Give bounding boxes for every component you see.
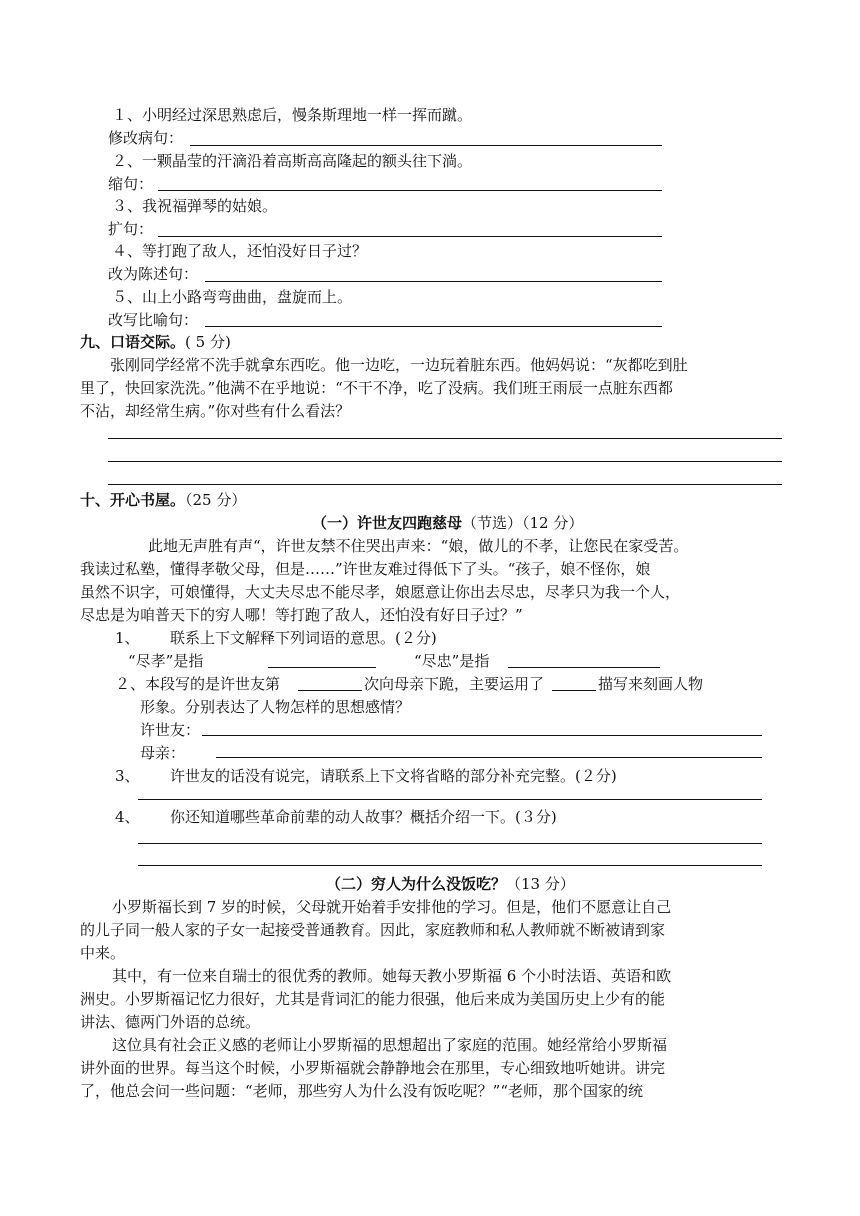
passage-1-line-1: 此地无声胜有声“，许世友禁不住哭出声来：“娘，做儿的不孝，让您民在家受苦。 xyxy=(148,537,689,555)
item-2-question: ２、一颗晶莹的汗滴沿着高斯高高隆起的额头往下淌。 xyxy=(112,152,473,170)
question-2-part-c: 描写来刻画人物 xyxy=(598,675,704,693)
section-9-line-3: 不沾，却经常生病。”你对些有什么看法？ xyxy=(80,402,351,420)
question-4-answer-line-1[interactable] xyxy=(138,843,762,844)
section-9-answer-line-1[interactable] xyxy=(108,438,782,439)
question-2-line-2: 形象。分别表达了人物怎样的思想感情？ xyxy=(140,698,411,716)
section-9-answer-line-3[interactable] xyxy=(108,484,782,485)
passage-2-line-6: 讲法、德两门外语的总统。 xyxy=(80,1013,261,1031)
item-4-answer-line[interactable] xyxy=(205,281,662,282)
passage-2-note: （13 分） xyxy=(506,875,575,893)
question-2-blank-1[interactable] xyxy=(298,690,362,691)
passage-1-line-4: 尽忠是为咱普天下的穷人哪！等打跑了敌人，还怕没有好日子过？” xyxy=(80,606,523,624)
passage-2-line-9: 了，他总会问一些问题：“老师，那些穷人为什么没有饭吃呢？”“老师，那个国家的统 xyxy=(80,1082,644,1100)
question-1-a-blank[interactable] xyxy=(268,667,376,668)
question-4-number: 4、 xyxy=(115,808,140,826)
question-2-part-a: ２、本段写的是许世友第 xyxy=(115,675,281,693)
item-3-answer-line[interactable] xyxy=(158,236,662,237)
item-5-answer-line[interactable] xyxy=(205,326,662,327)
question-1-a-label: “尽孝”是指 xyxy=(128,652,204,670)
passage-1-heading xyxy=(312,512,583,534)
item-3-label: 扩句： xyxy=(108,220,154,238)
item-2-answer-line[interactable] xyxy=(158,190,662,191)
section-10-score: （25 分） xyxy=(185,491,247,509)
passage-2-line-1: 小罗斯福长到 7 岁的时候，父母就开始着手安排他的学习。但是，他们不愿意让自己 xyxy=(112,898,672,916)
passage-2-line-3: 中来。 xyxy=(80,944,126,962)
section-9-title: 九、口语交际。 xyxy=(80,333,186,351)
question-2-xsy-label: 许世友： xyxy=(140,721,201,739)
passage-2-line-7: 这位具有社会正义感的老师让小罗斯福的思想超出了家庭的范围。她经常给小罗斯福 xyxy=(112,1036,668,1054)
question-3-text: 许世友的话没有说完，请联系上下文将省略的部分补充完整。(２分) xyxy=(170,767,617,785)
question-3-answer-line[interactable] xyxy=(138,799,762,800)
section-9-heading xyxy=(80,331,231,353)
section-9-score: ( 5 分) xyxy=(185,333,231,351)
passage-2-line-8: 讲外面的世界。每当这个时候，小罗斯福就会静静地会在那里，专心细致地听她讲。讲完 xyxy=(80,1059,666,1077)
passage-2-line-5: 洲史。小罗斯福记忆力很好，尤其是背词汇的能力很强，他后来成为美国历史上少有的能 xyxy=(80,990,666,1008)
section-10-heading xyxy=(80,489,246,511)
passage-2-line-2: 的儿子同一般人家的子女一起接受普通教育。因此，家庭教师和私人教师就不断被请到家 xyxy=(80,921,666,939)
item-5-question: ５、山上小路弯弯曲曲，盘旋而上。 xyxy=(112,288,353,306)
item-2-label: 缩句： xyxy=(108,175,154,193)
question-2-xsy-line[interactable] xyxy=(202,735,762,736)
passage-1-line-3: 虽然不识字，可娘懂得，大丈夫尽忠不能尽孝，娘愿意让你出去尽忠，尽孝只为我一个人， xyxy=(80,583,681,601)
passage-2-title: （二）穷人为什么没饭吃？ xyxy=(326,875,507,893)
question-2-mq-line[interactable] xyxy=(216,757,762,758)
item-4-label: 改为陈述句： xyxy=(108,265,199,283)
item-1-label: 修改病句： xyxy=(108,129,184,147)
item-3-question: ３、我祝福弹琴的姑娘。 xyxy=(112,197,278,215)
section-9-answer-line-2[interactable] xyxy=(108,461,782,462)
question-2-blank-2[interactable] xyxy=(552,690,596,691)
question-4-answer-line-2[interactable] xyxy=(138,865,762,866)
passage-1-line-2: 我读过私塾，懂得孝敬父母，但是……”许世友难过得低下了头。“孩子，娘不怪你，娘 xyxy=(80,560,651,578)
question-1-text: 联系上下文解释下列词语的意思。(２分) xyxy=(170,629,437,647)
item-4-question: ４、等打跑了敌人，还怕没好日子过？ xyxy=(112,242,368,260)
section-9-line-2: 里了，快回家洗洗。”他满不在乎地说：“不干不净，吃了没病。我们班王雨辰一点脏东西都 xyxy=(80,379,673,397)
question-1-b-blank[interactable] xyxy=(508,667,660,668)
passage-1-note: （节选）（12 分） xyxy=(462,514,584,532)
question-1-b-label: “尽忠”是指 xyxy=(414,652,490,670)
passage-2-heading xyxy=(326,873,575,895)
item-1-question: １、小明经过深思熟虑后，慢条斯理地一样一挥而蹴。 xyxy=(112,106,473,124)
item-5-label: 改写比喻句： xyxy=(108,311,199,329)
question-2-part-b: 次向母亲下跪，主要运用了 xyxy=(364,675,545,693)
question-1-number: 1、 xyxy=(115,629,140,647)
question-4-text: 你还知道哪些革命前辈的动人故事？概括介绍一下。(３分) xyxy=(170,808,557,826)
section-9-line-1: 张刚同学经常不洗手就拿东西吃。他一边吃，一边玩着脏东西。他妈妈说：“灰都吃到肚 xyxy=(110,356,688,374)
question-2-mq-label: 母亲： xyxy=(140,744,186,762)
question-3-number: 3、 xyxy=(115,767,140,785)
section-10-title: 十、开心书屋。 xyxy=(80,491,186,509)
passage-1-title: （一）许世友四跑慈母 xyxy=(312,514,463,532)
passage-2-line-4: 其中，有一位来自瑞士的很优秀的教师。她每天教小罗斯福 6 个小时法语、英语和欧 xyxy=(112,967,672,985)
item-1-answer-line[interactable] xyxy=(190,145,662,146)
